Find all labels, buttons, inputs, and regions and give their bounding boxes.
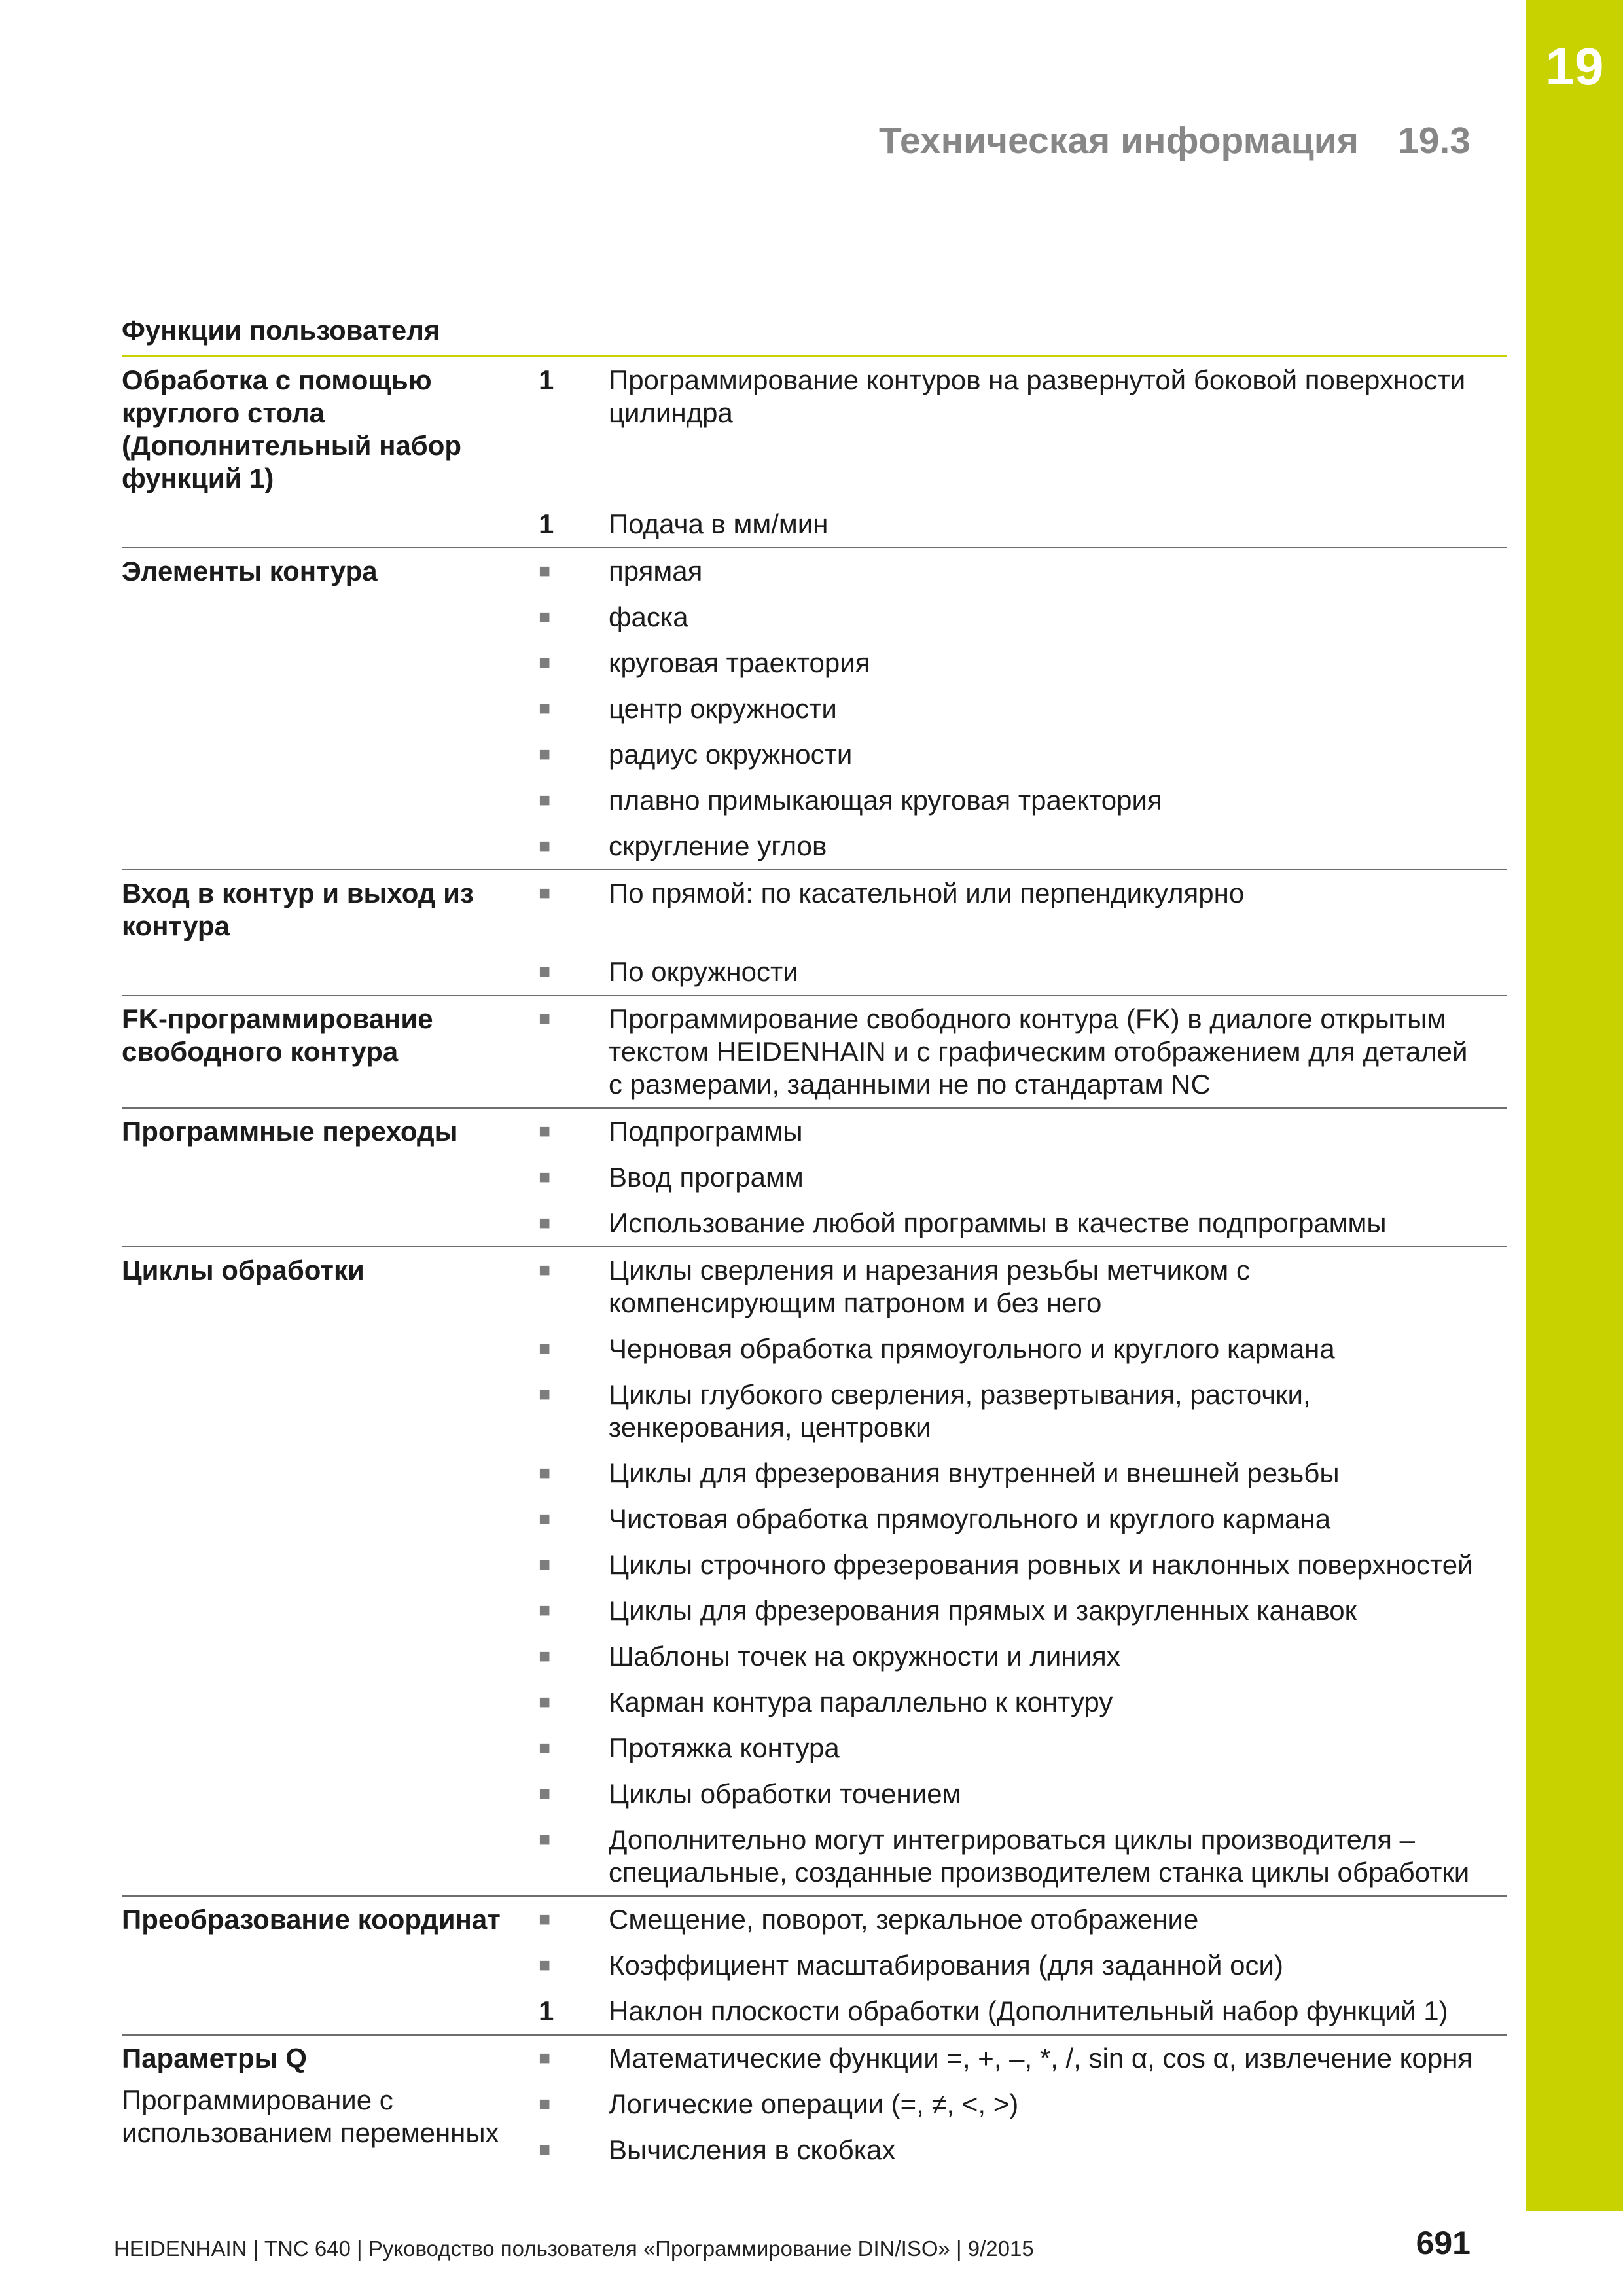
- section-label: Элементы контура: [122, 556, 378, 586]
- table-body: [122, 357, 1507, 2173]
- feature-item-text: Наклон плоскости обработки (Дополнительный набор функций 1): [609, 1996, 1448, 2026]
- list-bullet: ■: [539, 1259, 551, 1281]
- section-label-cell: [122, 1247, 539, 1326]
- list-bullet: ■: [539, 1645, 551, 1667]
- list-bullet: ■: [539, 744, 551, 765]
- feature-item-text: Циклы сверления и нарезания резьбы метчиком с компенсирующим патроном и без него: [609, 1255, 1250, 1318]
- feature-item-text: Вычисления в скобках: [609, 2134, 896, 2165]
- list-bullet: ■: [539, 1508, 551, 1530]
- section-label: Параметры Q: [122, 2043, 307, 2073]
- feature-item-text: центр окружности: [609, 693, 837, 724]
- list-bullet: ■: [539, 2047, 551, 2069]
- feature-section: [122, 1247, 1507, 1897]
- section-label-cell: [122, 1109, 539, 1155]
- feature-item-text: Смещение, поворот, зеркальное отображение: [609, 1904, 1199, 1935]
- feature-item-text: круговая траектория: [609, 647, 870, 678]
- feature-item-text: радиус окружности: [609, 739, 853, 770]
- feature-item-text: Протяжка контура: [609, 1732, 840, 1763]
- chapter-tab: [1526, 0, 1623, 2211]
- list-bullet: ■: [539, 961, 551, 982]
- feature-item-text: Подача в мм/мин: [609, 509, 829, 539]
- feature-section: [122, 1897, 1507, 2036]
- list-bullet: ■: [539, 606, 551, 628]
- section-label-cell: [122, 1897, 539, 1943]
- list-bullet: ■: [539, 1737, 551, 1759]
- feature-section: [122, 996, 1507, 1109]
- section-label: Программные переходы: [122, 1116, 458, 1147]
- section-label: Обработка с помощью круглого стола (Дополнительный набор функций 1): [122, 365, 462, 493]
- feature-section: [122, 357, 1507, 548]
- feature-item-text: Программирование контуров на развернутой боковой поверхности цилиндра: [609, 365, 1466, 428]
- list-bullet: ■: [539, 1954, 551, 1976]
- feature-item-text: Черновая обработка прямоугольного и круглого кармана: [609, 1333, 1335, 1364]
- section-label-cell: [122, 996, 539, 1107]
- list-bullet: ■: [539, 1008, 551, 1030]
- section-label-cell: [122, 548, 539, 594]
- section-label-cell: [122, 2036, 539, 2173]
- feature-section: [122, 1109, 1507, 1247]
- feature-item-text: прямая: [609, 556, 703, 586]
- list-bullet: ■: [539, 2139, 551, 2161]
- feature-item-text: Циклы для фрезерования прямых и закругленных канавок: [609, 1595, 1357, 1626]
- feature-item-text: Коэффициент масштабирования (для заданной оси): [609, 1950, 1283, 1981]
- list-bullet: ■: [539, 1166, 551, 1188]
- list-bullet: ■: [539, 560, 551, 582]
- feature-item-text: Дополнительно могут интегрироваться циклы производителя – специальные, созданные производителем станка циклы обработки: [609, 1824, 1470, 1888]
- list-bullet: ■: [539, 1783, 551, 1804]
- list-bullet: ■: [539, 1212, 551, 1234]
- software-option-number: 1: [539, 1996, 554, 2026]
- feature-section: [122, 2036, 1507, 2173]
- section-label: FK-программирование свободного контура: [122, 1003, 433, 1067]
- feature-item-text: Математические функции =, +, –, *, /, sin α, cos α, извлечение корня: [609, 2043, 1473, 2073]
- feature-item-text: Шаблоны точек на окружности и линиях: [609, 1641, 1120, 1672]
- feature-item-text: По прямой: по касательной или перпендикулярно: [609, 878, 1245, 908]
- feature-item-text: Циклы строчного фрезерования ровных и наклонных поверхностей: [609, 1549, 1473, 1580]
- list-bullet: ■: [539, 1462, 551, 1484]
- page-header: [879, 118, 1471, 164]
- feature-item-text: фаска: [609, 601, 688, 632]
- software-option-number: 1: [539, 509, 554, 539]
- section-label-cell: [122, 357, 539, 501]
- list-bullet: ■: [539, 835, 551, 857]
- footer-text: HEIDENHAIN | TNC 640 | Руководство пользователя «Программирование DIN/ISO» | 9/2015: [114, 2236, 1034, 2261]
- section-sublabel: Программирование с использованием переменных: [122, 2085, 499, 2148]
- feature-item-text: Программирование свободного контура (FK) в диалоге открытым текстом HEIDENHAIN и с графическим отображением для деталей с размерами, заданными не по стандартам NC: [609, 1003, 1468, 1100]
- feature-item-text: По окружности: [609, 956, 798, 987]
- feature-item-text: Карман контура параллельно к контуру: [609, 1687, 1113, 1717]
- section-label: Вход в контур и выход из контура: [122, 878, 474, 941]
- feature-item-text: Чистовая обработка прямоугольного и круглого кармана: [609, 1503, 1331, 1534]
- section-label: Преобразование координат: [122, 1904, 501, 1935]
- list-bullet: ■: [539, 1121, 551, 1142]
- table-heading: Функции пользователя: [122, 314, 1507, 357]
- feature-item-text: Использование любой программы в качестве подпрограммы: [609, 1208, 1387, 1238]
- feature-item-text: Ввод программ: [609, 1162, 804, 1193]
- section-number: 19.3: [1398, 120, 1471, 162]
- feature-item-text: плавно примыкающая круговая траектория: [609, 785, 1162, 816]
- section-label: Циклы обработки: [122, 1255, 365, 1285]
- feature-item-text: Подпрограммы: [609, 1116, 803, 1147]
- feature-item-text: Циклы для фрезерования внутренней и внешней резьбы: [609, 1458, 1340, 1488]
- chapter-number: 19: [1545, 37, 1604, 96]
- feature-item-text: Циклы обработки точением: [609, 1778, 961, 1809]
- feature-section: [122, 870, 1507, 996]
- list-bullet: ■: [539, 1554, 551, 1575]
- list-bullet: ■: [539, 1600, 551, 1621]
- list-bullet: ■: [539, 698, 551, 719]
- list-bullet: ■: [539, 1909, 551, 1930]
- list-bullet: ■: [539, 2093, 551, 2115]
- section-label-cell: [122, 870, 539, 949]
- list-bullet: ■: [539, 652, 551, 673]
- feature-section: [122, 548, 1507, 870]
- feature-item-text: Логические операции (=, ≠, <, >): [609, 2089, 1019, 2119]
- list-bullet: ■: [539, 882, 551, 904]
- feature-item-text: скругление углов: [609, 831, 827, 861]
- list-bullet: ■: [539, 789, 551, 811]
- software-option-number: 1: [539, 365, 554, 395]
- page-number: 691: [1416, 2225, 1471, 2261]
- list-bullet: ■: [539, 1338, 551, 1359]
- list-bullet: ■: [539, 1829, 551, 1850]
- user-functions-table: [122, 314, 1507, 2173]
- list-bullet: ■: [539, 1691, 551, 1713]
- chapter-title: Техническая информация: [878, 120, 1359, 162]
- list-bullet: ■: [539, 1384, 551, 1405]
- feature-item-text: Циклы глубокого сверления, развертывания, расточки, зенкерования, центровки: [609, 1379, 1311, 1443]
